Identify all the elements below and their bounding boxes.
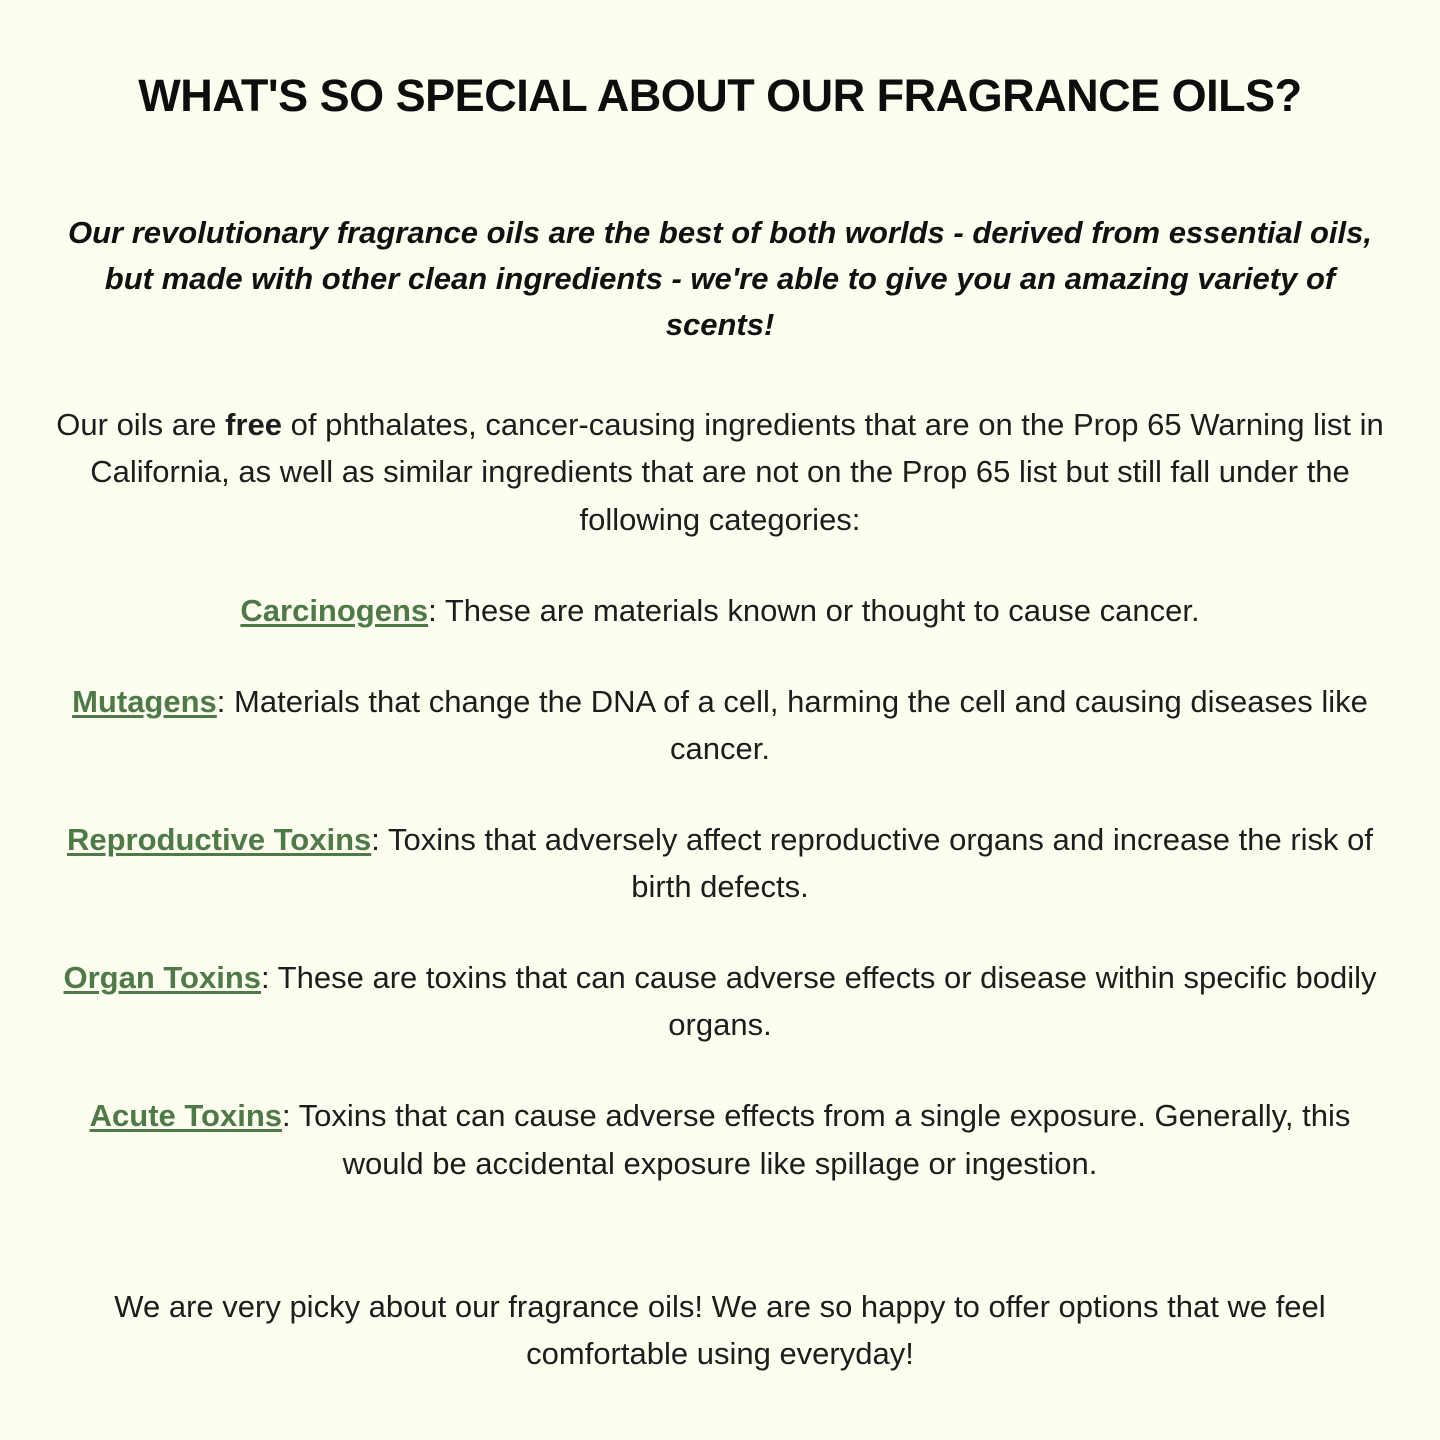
lede-paragraph: Our revolutionary fragrance oils are the best of both worlds - derived from essential oils, but made with other clean ingredients - we're able to give you an amazing variety of scents! — [67, 214, 1373, 342]
list-item — [50, 1092, 1390, 1186]
list-item — [50, 587, 1390, 634]
definition-description: : Materials that change the DNA of a cell, harming the cell and causing diseases like cancer. — [216, 683, 1368, 766]
list-item — [50, 678, 1390, 772]
intro-paragraph — [40, 401, 1400, 542]
definition-description: : Toxins that adversely affect reproductive organs and increase the risk of birth defects. — [371, 822, 1374, 905]
definition-term-reproductive-toxins[interactable]: Reproductive Toxins — [66, 822, 372, 858]
definition-term-carcinogens[interactable]: Carcinogens — [240, 592, 429, 628]
intro-text-before: Our oils are — [56, 407, 226, 443]
intro-text-after: of phthalates, cancer-causing ingredients that are on the Prop 65 Warning list in California, as well as similar ingredients that are not on the Prop 65 list but still fall under the following categories: — [90, 407, 1384, 537]
intro-emphasis: free — [225, 407, 282, 443]
list-item — [50, 954, 1390, 1048]
definition-description: : These are materials known or thought to cause cancer. — [428, 592, 1200, 628]
page-title: WHAT'S SO SPECIAL ABOUT OUR FRAGRANCE OILS? — [138, 70, 1302, 121]
definition-term-acute-toxins[interactable]: Acute Toxins — [89, 1098, 282, 1134]
definition-description: : Toxins that can cause adverse effects from a single exposure. Generally, this would be accidental exposure like spillage or ingestion. — [282, 1098, 1351, 1181]
definition-term-organ-toxins[interactable]: Organ Toxins — [63, 960, 262, 996]
list-item — [50, 816, 1390, 910]
definition-description: : These are toxins that can cause adverse effects or disease within specific bodily organs. — [261, 960, 1377, 1043]
definition-term-mutagens[interactable]: Mutagens — [72, 683, 217, 719]
outro-paragraph: We are very picky about our fragrance oils! We are so happy to offer options that we feel comfortable using everyday! — [114, 1288, 1326, 1371]
definition-list — [50, 587, 1390, 1231]
